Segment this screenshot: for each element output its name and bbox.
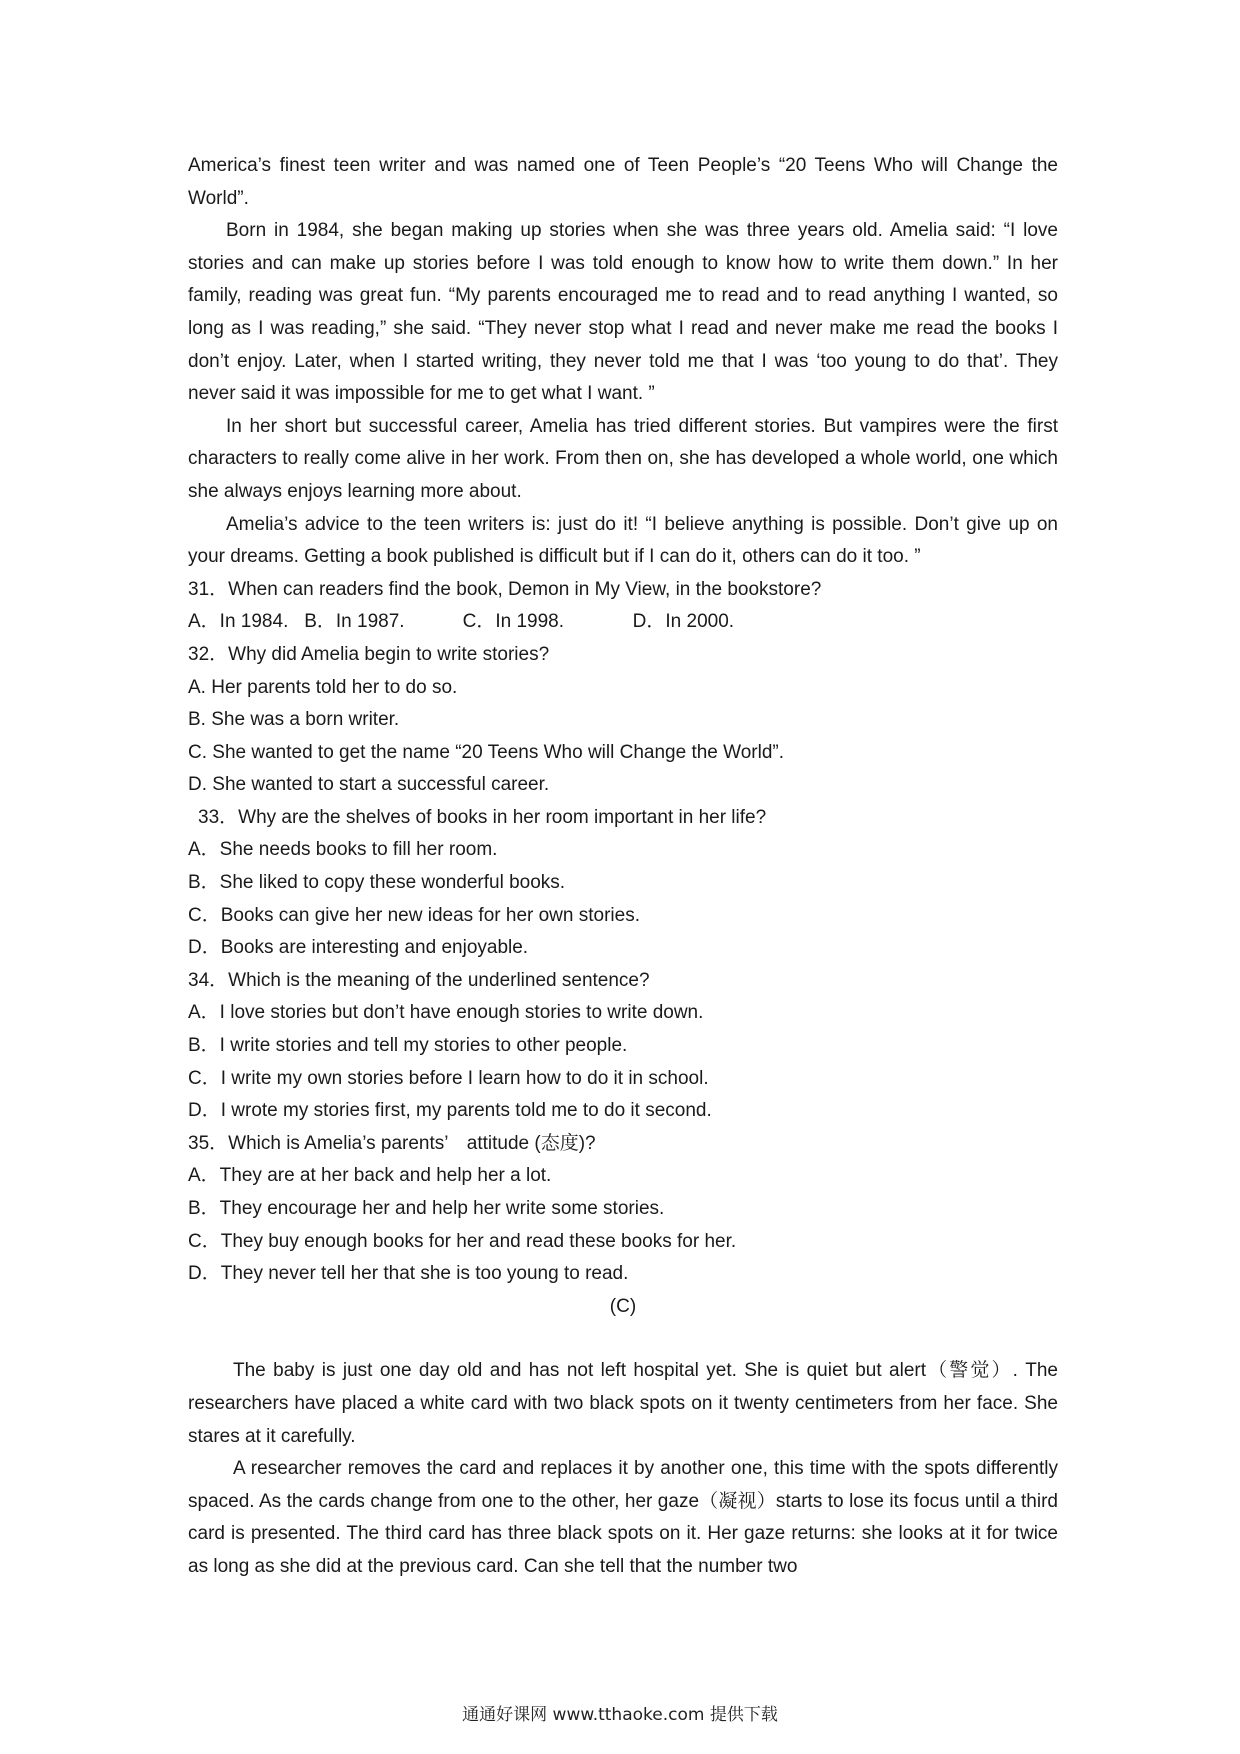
question-33-option-d: D．Books are interesting and enjoyable. — [188, 937, 529, 959]
question-33-option-a: A．She needs books to fill her room. — [188, 839, 498, 861]
document-page — [188, 150, 1058, 1584]
question-33-option-c: C．Books can give her new ideas for her own stories. — [188, 904, 640, 926]
page-footer: 通通好课网 www.tthaoke.com 提供下载 — [462, 1705, 778, 1725]
question-32-option-a: A. Her parents told her to do so. — [188, 676, 458, 698]
question-31-option-d: D．In 2000. — [632, 611, 735, 633]
question-35-option-c: C．They buy enough books for her and read these books for her. — [188, 1230, 737, 1252]
question-31-option-b: B．In 1987. — [304, 611, 405, 633]
passage-b-paragraph-3: Amelia’s advice to the teen writers is: just do it! “I believe anything is possible. Don’t give up on your dreams. Getting a book published is difficult but if I can do it, others can do it too. ” — [188, 513, 1058, 568]
question-33-option-b: B．She liked to copy these wonderful books. — [188, 872, 566, 894]
question-31-option-a: A．In 1984. — [188, 611, 289, 633]
question-32-option-b: B. She was a born writer. — [188, 709, 400, 731]
question-32-option-c: C. She wanted to get the name “20 Teens Who will Change the World”. — [188, 741, 785, 763]
question-32-stem: 32．Why did Amelia begin to write stories? — [188, 643, 550, 665]
question-34-option-c: C．I write my own stories before I learn how to do it in school. — [188, 1067, 709, 1089]
question-31-options — [188, 606, 1058, 639]
question-34-option-b: B．I write stories and tell my stories to other people. — [188, 1035, 628, 1057]
question-35-option-d: D．They never tell her that she is too young to read. — [188, 1263, 629, 1285]
question-35-option-b: B．They encourage her and help her write some stories. — [188, 1198, 665, 1219]
question-33-stem: 33．Why are the shelves of books in her room important in her life? — [198, 806, 767, 828]
passage-b-paragraph-1: Born in 1984, she began making up stories when she was three years old. Amelia said: “I love stories and can make up stories before I was told enough to know how to write them down.” In her family, reading was great fun. “My parents encouraged me to read and to read anything I wanted, so long as I was reading,” she said. “They never stop what I read and never make me read the books I don’t enjoy. Later, when I started writing, they never told me that I was ‘too young to do that’. They never said it was impossible for me to get what I want. ” — [188, 220, 1058, 405]
section-c-paragraph-2: A researcher removes the card and replaces it by another one, this time with the spots differently spaced. As the cards change from one to the other, her gaze（凝视）starts to lose its focus until a third card is presented. The third card has three black spots on it. Her gaze returns: she looks at it for twice as long as she did at the previous card. Can she tell that the number two — [188, 1458, 1058, 1577]
passage-b-paragraph-2: In her short but successful career, Amelia has tried different stories. But vampires were the first characters to really come alive in her work. From then on, she has developed a whole world, one which she always enjoys learning more about. — [188, 415, 1058, 502]
question-35-option-a: A．They are at her back and help her a lot. — [188, 1165, 552, 1187]
question-34-option-d: D．I wrote my stories first, my parents told me to do it second. — [188, 1100, 712, 1122]
section-c-heading: (C) — [609, 1295, 637, 1317]
question-34-option-a: A．I love stories but don’t have enough stories to write down. — [188, 1002, 704, 1024]
question-34-stem: 34．Which is the meaning of the underlined sentence? — [188, 969, 650, 991]
question-31-option-c: C．In 1998. — [462, 611, 565, 633]
question-35-stem: 35．Which is Amelia’s parents’ attitude (态度)? — [188, 1132, 596, 1154]
question-31-stem: 31．When can readers find the book, Demon in My View, in the bookstore? — [188, 578, 822, 600]
passage-b-paragraph-0: America’s finest teen writer and was named one of Teen People’s “20 Teens Who will Change the World”. — [188, 155, 1058, 209]
section-gap — [188, 1323, 1058, 1355]
section-c-paragraph-1: The baby is just one day old and has not left hospital yet. She is quiet but alert（警觉）. The researchers have placed a white card with two black spots on it twenty centimeters from her face. She stares at it carefully. — [188, 1360, 1058, 1447]
question-32-option-d: D. She wanted to start a successful career. — [188, 774, 550, 796]
